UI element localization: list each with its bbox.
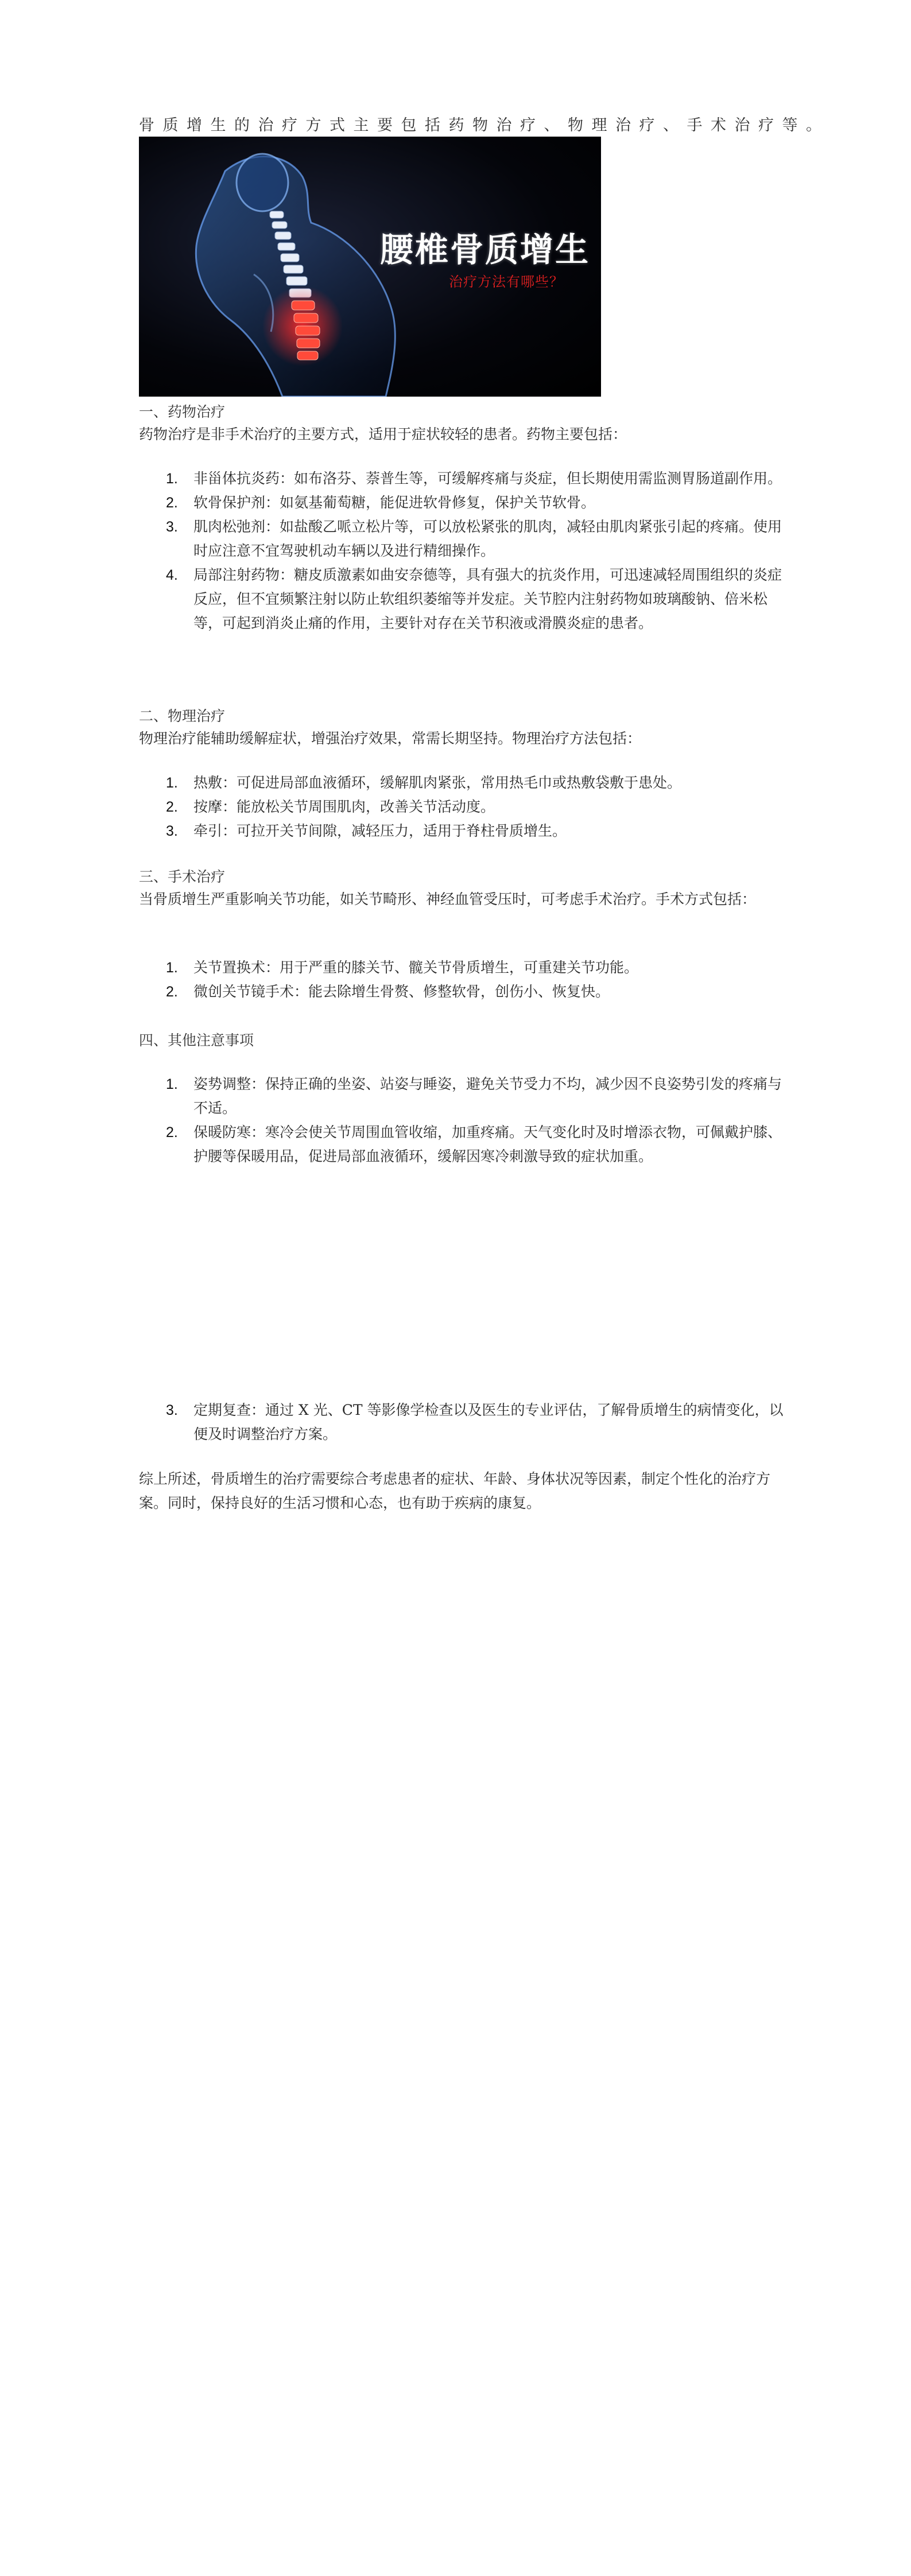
list-number: 4. <box>166 567 178 583</box>
list-item <box>139 1398 788 1446</box>
section-3-heading: 三、手术治疗 <box>139 868 226 885</box>
intro-line: 骨质增生的治疗方式主要包括药物治疗、物理治疗、手术治疗等。 <box>139 117 830 134</box>
list-item <box>139 491 788 515</box>
list-item-text: 牵引：可拉开关节间隙，减轻压力，适用于脊柱骨质增生。 <box>193 823 567 839</box>
list-item <box>139 956 788 980</box>
section-3-intro: 当骨质增生严重影响关节功能，如关节畸形、神经血管受压时，可考虑手术治疗。手术方式包括： <box>139 891 757 907</box>
list-item-text: 按摩：能放松关节周围肌肉，改善关节活动度。 <box>193 798 495 815</box>
list-item <box>139 515 788 563</box>
list-number: 1. <box>166 471 178 487</box>
list-item-text: 关节置换术：用于严重的膝关节、髋关节骨质增生，可重建关节功能。 <box>193 959 639 976</box>
list-item-text: 软骨保护剂：如氨基葡萄糖，能促进软骨修复，保护关节软骨。 <box>193 494 596 511</box>
list-number: 2. <box>166 799 178 815</box>
list-item <box>139 467 788 491</box>
list-number: 3. <box>166 823 178 839</box>
section-3-list <box>139 956 788 1004</box>
section-4-list <box>139 1072 788 1169</box>
list-number: 2. <box>166 984 178 1000</box>
list-item <box>139 795 788 819</box>
list-item <box>139 1120 788 1169</box>
hero-subtitle: 治疗方法有哪些？ <box>449 274 564 290</box>
list-item-text: 热敷：可促进局部血液循环，缓解肌肉紧张，常用热毛巾或热敷袋敷于患处。 <box>193 774 682 791</box>
list-item <box>139 1072 788 1120</box>
list-item-text: 保暖防寒：寒冷会使关节周围血管收缩，加重疼痛。天气变化时及时增添衣物，可佩戴护膝、护腰等保暖用品，促进局部血液循环，缓解因寒冷刺激导致的症状加重。 <box>193 1124 782 1165</box>
list-number: 1. <box>166 1076 178 1092</box>
list-item-text: 定期复查：通过 X 光、CT 等影像学检查以及医生的专业评估，了解骨质增生的病情变化，以便及时调整治疗方案。 <box>193 1402 784 1442</box>
list-number: 1. <box>166 775 178 791</box>
section-4-list-continued <box>139 1398 788 1446</box>
list-number: 3. <box>166 1402 178 1418</box>
list-item-text: 姿势调整：保持正确的坐姿、站姿与睡姿，避免关节受力不均，减少因不良姿势引发的疼痛与不适。 <box>193 1076 782 1116</box>
section-1-heading: 一、药物治疗 <box>139 404 226 420</box>
list-item <box>139 771 788 795</box>
list-item-text: 局部注射药物：糖皮质激素如曲安奈德等，具有强大的抗炎作用，可迅速减轻周围组织的炎症反应，但不宜频繁注射以防止软组织萎缩等并发症。关节腔内注射药物如玻璃酸钠、倍米松等，可起到消炎止痛的作用，主要针对存在关节积液或滑膜炎症的患者。 <box>193 567 782 631</box>
section-2-intro: 物理治疗能辅助缓解症状，增强治疗效果，常需长期坚持。物理治疗方法包括： <box>139 730 642 747</box>
hero-title: 腰椎骨质增生 <box>380 230 591 269</box>
list-number: 2. <box>166 495 178 511</box>
list-item-text: 非甾体抗炎药：如布洛芬、萘普生等，可缓解疼痛与炎症，但长期使用需监测胃肠道副作用。 <box>193 470 782 487</box>
section-2-list <box>139 771 788 843</box>
section-2-heading: 二、物理治疗 <box>139 708 226 724</box>
list-item-text: 肌肉松弛剂：如盐酸乙哌立松片等，可以放松紧张的肌肉，减轻由肌肉紧张引起的疼痛。使用时应注意不宜驾驶机动车辆以及进行精细操作。 <box>193 518 782 559</box>
conclusion-paragraph: 综上所述，骨质增生的治疗需要综合考虑患者的症状、年龄、身体状况等因素，制定个性化的治疗方案。同时，保持良好的生活习惯和心态，也有助于疾病的康复。 <box>139 1471 771 1511</box>
list-number: 3. <box>166 519 178 535</box>
list-item <box>139 819 788 843</box>
list-item <box>139 980 788 1004</box>
hero-image <box>139 137 601 397</box>
list-number: 2. <box>166 1124 178 1140</box>
list-item-text: 微创关节镜手术：能去除增生骨赘、修整软骨，创伤小、恢复快。 <box>193 983 610 1000</box>
list-item <box>139 563 788 635</box>
section-1-list <box>139 467 788 635</box>
section-1-intro: 药物治疗是非手术治疗的主要方式，适用于症状较轻的患者。药物主要包括： <box>139 426 627 443</box>
section-4-heading: 四、其他注意事项 <box>139 1032 254 1049</box>
list-number: 1. <box>166 960 178 976</box>
